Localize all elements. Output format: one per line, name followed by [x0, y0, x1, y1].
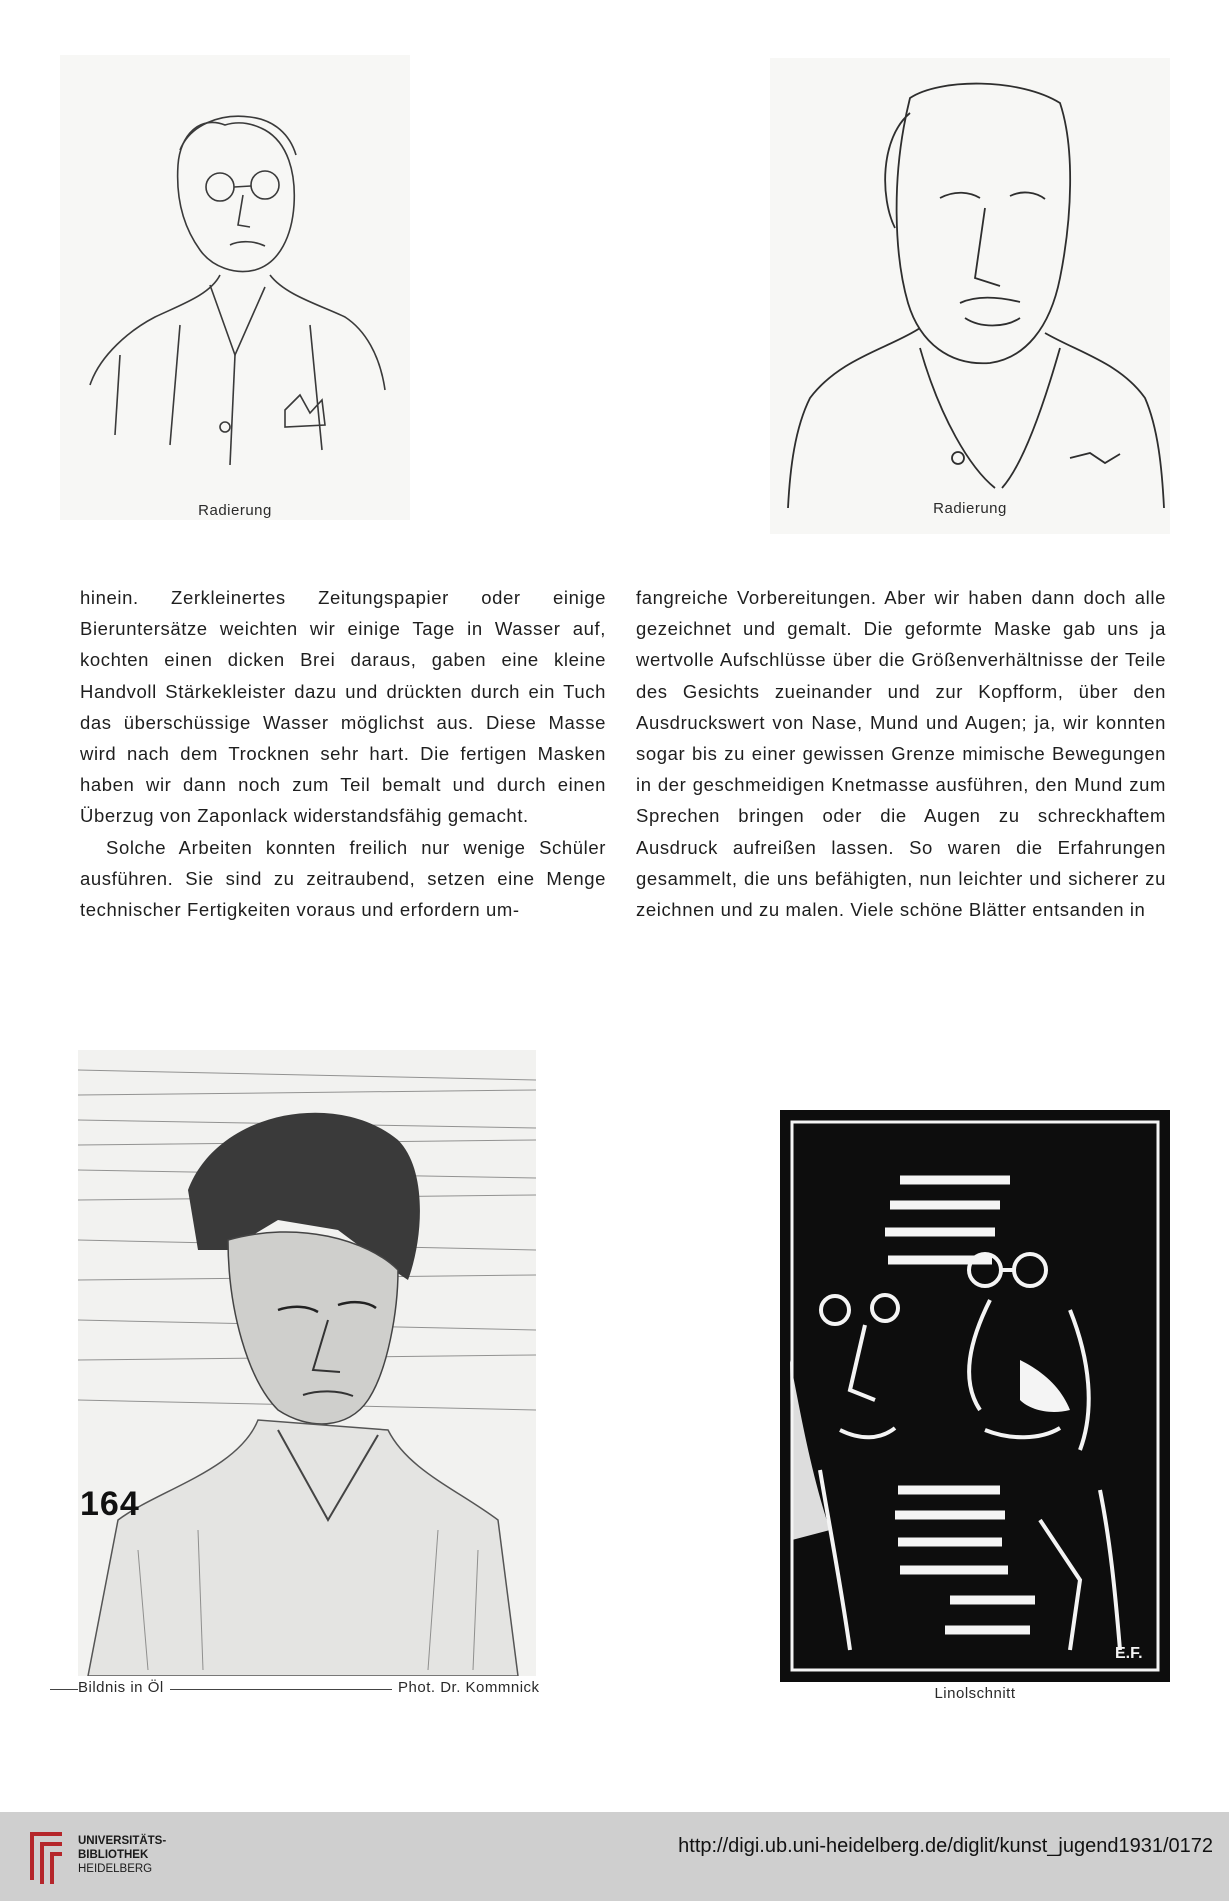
linocut-drawing: [780, 1110, 1170, 1682]
text-column-right: [636, 582, 1166, 925]
oil-portrait-photo: [78, 1050, 536, 1676]
library-name-line: UNIVERSITÄTS-: [78, 1835, 167, 1847]
linocut-monogram: E.F.: [1115, 1645, 1143, 1662]
caption-bottom-right: Linolschnitt: [934, 1685, 1016, 1702]
oil-portrait-drawing: [78, 1050, 536, 1676]
caption-top-left: Radierung: [198, 502, 272, 519]
etching-portrait-right-drawing: [770, 58, 1170, 534]
caption-top-right: Radierung: [933, 500, 1007, 517]
etching-portrait-left-drawing: [60, 55, 410, 520]
etching-portrait-left: [60, 55, 410, 520]
etching-portrait-right: [770, 58, 1170, 534]
library-name-line: HEIDELBERG: [78, 1863, 153, 1875]
caption-bottom-left: Bildnis in Öl: [78, 1679, 170, 1696]
caption-photo-credit: Phot. Dr. Kommnick: [392, 1679, 540, 1696]
paragraph: Solche Arbeiten konnten freilich nur wenige Schüler ausführen. Sie sind zu zeitraubend, setzen eine Menge technischer Fertigkeiten voraus und erfordern um-: [80, 836, 606, 921]
linocut-print: [780, 1110, 1170, 1682]
library-name-line: BIBLIOTHEK: [78, 1849, 149, 1861]
paragraph: hinein. Zerkleinertes Zeitungspapier oder einige Bieruntersätze weichten wir einige Tage in Wasser auf, kochten einen dicken Brei daraus, gaben eine kleine Handvoll Stärkekleister dazu und drückten durch ein Tuch das überschüssige Wasser möglichst aus. Diese Masse wird nach dem Trocknen sehr hart. Die fertigen Masken haben wir dann noch zum Teil bemalt und durch einen Überzug von Zaponlack widerstandsfähig gemacht.: [80, 587, 606, 827]
page-number: 164: [80, 1485, 140, 1523]
university-library-logo-icon[interactable]: [22, 1826, 68, 1888]
permalink-url[interactable]: http://digi.ub.uni-heidelberg.de/diglit/kunst_jugend1931/0172: [678, 1835, 1213, 1857]
library-footer: [0, 1812, 1229, 1901]
paragraph: fangreiche Vorbereitungen. Aber wir haben dann doch alle gezeichnet und gemalt. Die geformte Maske gab uns ja wertvolle Aufschlüsse über die Größenverhältnisse der Teile des Gesichts zueinander und zur Kopfform, über den Ausdruckswert von Nase, Mund und Augen; ja, wir konnten sogar bis zu einer gewissen Grenze mimische Bewegungen in der geschmeidigen Knetmasse ausführen, den Mund zum Sprechen bringen oder die Augen zu schreckhaftem Ausdruck aufreißen lassen. So waren die Erfahrungen gesammelt, die uns befähigten, nun leichter und sicherer zu zeichnen und zu malen. Viele schöne Blätter entsanden in: [636, 587, 1166, 921]
text-column-left: [80, 582, 606, 925]
library-name[interactable]: [78, 1834, 166, 1876]
